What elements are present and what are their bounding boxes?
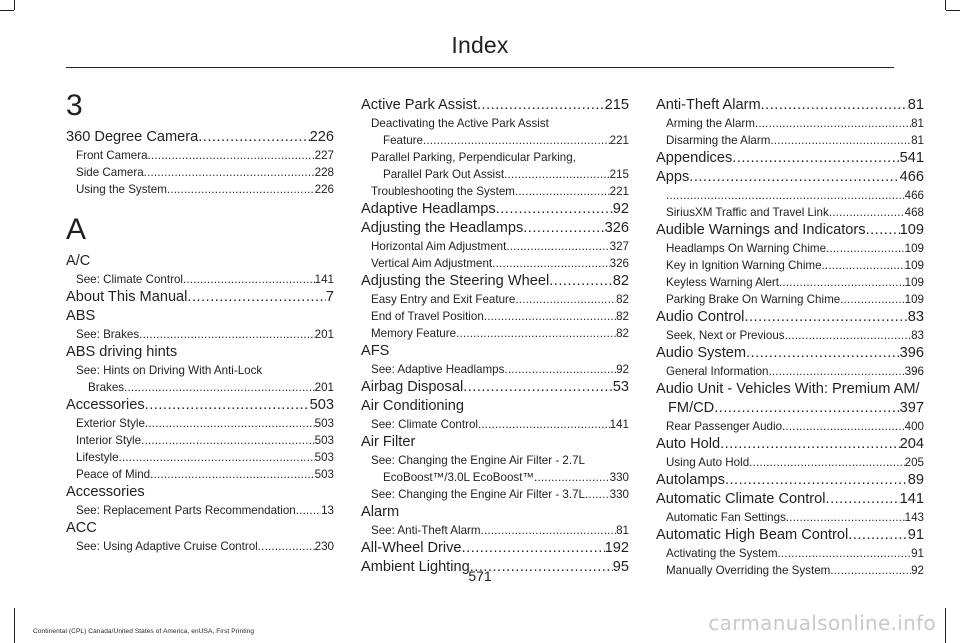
leader-dots <box>666 187 905 204</box>
subentry-label: Manually Overriding the System <box>666 564 831 577</box>
subentry-page: 143 <box>904 511 924 524</box>
subentry-page: 326 <box>609 257 629 270</box>
leader-dots <box>119 449 315 466</box>
crop-mark-top-right-v <box>945 0 946 10</box>
leader-dots <box>478 416 610 433</box>
leader-dots <box>183 271 315 288</box>
leader-dots <box>785 327 912 344</box>
index-subentry[interactable] <box>66 449 334 466</box>
entry-label: Active Park Assist <box>361 97 477 113</box>
subentry-page: 503 <box>314 451 334 464</box>
leader-dots <box>515 183 610 200</box>
leader-dots <box>124 379 315 396</box>
subentry-page: 215 <box>609 168 629 181</box>
subentry-label: Horizontal Aim Adjustment <box>371 240 507 253</box>
leader-dots <box>506 238 609 255</box>
subentry-page: 82 <box>616 327 629 340</box>
leader-dots <box>148 147 315 164</box>
index-subentry[interactable] <box>361 255 629 272</box>
section-letter-a: A <box>66 213 87 246</box>
index-entry[interactable] <box>656 168 924 187</box>
subentry-label: Parallel Park Out Assist <box>383 168 505 181</box>
entry-label: Auto Hold <box>656 436 721 452</box>
subentry-page: 226 <box>314 183 334 196</box>
entry-label: Audio Control <box>656 309 745 325</box>
index-subentry[interactable] <box>361 308 629 325</box>
entry-label: Audio System <box>656 345 747 361</box>
index-subentry[interactable] <box>656 327 924 344</box>
entry-label: About This Manual <box>66 289 188 305</box>
leader-dots <box>462 539 605 558</box>
entry-label: Adjusting the Headlamps <box>361 220 524 236</box>
leader-dots <box>585 486 610 503</box>
leader-dots <box>463 378 613 397</box>
index-subentry[interactable] <box>66 379 334 396</box>
index-entry[interactable] <box>361 219 629 238</box>
index-subentry[interactable] <box>66 538 334 555</box>
leader-dots <box>714 399 899 418</box>
index-subentry[interactable] <box>361 486 629 503</box>
subentry-label: Rear Passenger Audio <box>666 420 783 433</box>
index-entry[interactable] <box>361 200 629 219</box>
subentry-label: Peace of Mind <box>76 468 151 481</box>
index-subentry[interactable] <box>656 204 924 221</box>
leader-dots <box>866 221 900 240</box>
index-heading: ABS driving hints <box>66 344 178 360</box>
subentry-page: 92 <box>911 564 924 577</box>
index-subentry[interactable] <box>66 502 334 519</box>
subentry-page: 92 <box>616 363 629 376</box>
subentry-page: 400 <box>904 420 924 433</box>
entry-label: Automatic Climate Control <box>656 491 826 507</box>
index-heading: Air Filter <box>361 434 416 450</box>
subentry-label: Exterior Style <box>76 417 145 430</box>
index-subentry[interactable] <box>66 466 334 483</box>
index-entry[interactable] <box>656 308 924 327</box>
leader-dots <box>725 471 908 490</box>
entry-label: Autolamps <box>656 472 725 488</box>
leader-dots <box>549 272 613 291</box>
leader-dots <box>761 96 908 115</box>
entry-page: 141 <box>899 491 924 507</box>
entry-page: 7 <box>325 289 334 305</box>
index-entry[interactable] <box>66 396 334 415</box>
index-subentry[interactable] <box>361 238 629 255</box>
subentry-text: See: Hints on Driving With Anti-Lock <box>76 364 263 377</box>
index-entry[interactable] <box>656 96 924 115</box>
leader-dots <box>782 418 905 435</box>
entry-page: 81 <box>907 97 924 113</box>
index-subentry[interactable] <box>656 132 924 149</box>
index-entry[interactable] <box>361 539 629 558</box>
leader-dots <box>477 96 605 115</box>
leader-dots <box>258 538 315 555</box>
subentry-label: Feature <box>383 134 423 147</box>
section-letter-3: 3 <box>66 89 83 122</box>
subentry-label: Automatic Fan Settings <box>666 511 786 524</box>
subentry-page: 141 <box>609 418 629 431</box>
subentry-label: Parking Brake On Warning Chime <box>666 293 841 306</box>
crop-mark-bottom-left-v <box>14 608 15 643</box>
entry-page: 466 <box>899 169 924 185</box>
index-entry[interactable] <box>656 435 924 454</box>
leader-dots <box>423 132 610 149</box>
entry-page: 95 <box>612 559 629 575</box>
subentry-label: See: Climate Control <box>76 273 183 286</box>
index-subentry[interactable] <box>361 325 629 342</box>
subentry-page: 201 <box>314 328 334 341</box>
subentry-label: Brakes <box>88 381 125 394</box>
index-entry[interactable] <box>656 149 924 168</box>
crop-mark-top-left-h <box>0 10 14 11</box>
entry-page: 204 <box>899 436 924 452</box>
entry-label: Audible Warnings and Indicators <box>656 222 866 238</box>
subentry-label: Using Auto Hold <box>666 456 750 469</box>
index-subentry[interactable] <box>361 291 629 308</box>
index-subentry[interactable] <box>361 522 629 539</box>
subentry-label: See: Anti-Theft Alarm <box>371 524 481 537</box>
subentry-page: 503 <box>314 434 334 447</box>
index-subentry[interactable] <box>66 181 334 198</box>
leader-dots <box>504 361 616 378</box>
subentry-label: Using the System <box>76 183 167 196</box>
subentry-page: 81 <box>911 134 924 147</box>
index-subentry[interactable] <box>656 418 924 435</box>
index-entry[interactable] <box>66 128 334 147</box>
subentry-page: 468 <box>904 206 924 219</box>
subentry-label: Keyless Warning Alert <box>666 276 779 289</box>
leader-dots <box>144 164 315 181</box>
subentry-label: Vertical Aim Adjustment <box>371 257 493 270</box>
leader-dots <box>744 308 907 327</box>
leader-dots <box>167 181 315 198</box>
leader-dots <box>492 255 610 272</box>
page-number: 571 <box>468 568 492 584</box>
subentry-label: EcoBoost™/3.0L EcoBoost™ <box>383 471 535 484</box>
leader-dots <box>786 509 905 526</box>
leader-dots <box>732 149 899 168</box>
subentry-page: 81 <box>911 117 924 130</box>
subentry-label: Headlamps On Warning Chime <box>666 242 827 255</box>
subentry-page: 221 <box>609 134 629 147</box>
subentry-page: 230 <box>314 540 334 553</box>
subentry-page: 330 <box>609 471 629 484</box>
subentry-label: See: Replacement Parts Recommendation <box>76 504 296 517</box>
header-divider <box>66 67 894 68</box>
subentry-label: Lifestyle <box>76 451 119 464</box>
entry-page: 89 <box>907 472 924 488</box>
index-heading: ACC <box>66 520 97 536</box>
subentry-label: See: Brakes <box>76 328 140 341</box>
subentry-label: Easy Entry and Exit Feature <box>371 293 516 306</box>
leader-dots <box>720 435 900 454</box>
subentry-page: 205 <box>904 456 924 469</box>
leader-dots <box>822 257 905 274</box>
subentry-label: Disarming the Alarm <box>666 134 771 147</box>
leader-dots <box>484 308 616 325</box>
entry-page: 215 <box>604 97 629 113</box>
leader-dots <box>139 326 315 343</box>
subentry-page: 221 <box>609 185 629 198</box>
leader-dots <box>150 466 315 483</box>
index-heading: Accessories <box>66 484 145 500</box>
entry-page: 192 <box>604 540 629 556</box>
subentry-page: 228 <box>314 166 334 179</box>
index-subentry[interactable] <box>656 509 924 526</box>
entry-label: Ambient Lighting <box>361 559 470 575</box>
leader-dots <box>777 545 911 562</box>
crop-mark-top-right-h <box>946 10 960 11</box>
subentry-label: SiriusXM Traffic and Travel Link <box>666 206 829 219</box>
leader-dots <box>145 396 310 415</box>
index-heading: Audio Unit - Vehicles With: Premium AM/ <box>656 381 920 397</box>
index-entry[interactable] <box>66 288 334 307</box>
index-subentry[interactable] <box>656 274 924 291</box>
entry-page: 541 <box>899 150 924 166</box>
subentry-label: See: Using Adaptive Cruise Control <box>76 540 258 553</box>
index-entry[interactable] <box>361 272 629 291</box>
entry-page: 109 <box>899 222 924 238</box>
index-entry[interactable] <box>656 526 924 545</box>
index-column-3 <box>656 96 924 579</box>
leader-dots <box>515 291 616 308</box>
index-column-2 <box>361 96 629 577</box>
subentry-page: 82 <box>616 293 629 306</box>
index-subentry[interactable] <box>656 363 924 380</box>
index-entry[interactable] <box>361 96 629 115</box>
index-subentry[interactable] <box>66 432 334 449</box>
subentry-label: Activating the System <box>666 547 778 560</box>
subentry-label: Memory Feature <box>371 327 457 340</box>
leader-dots <box>746 344 900 363</box>
page-title: Index <box>451 32 509 58</box>
entry-label: FM/CD <box>668 400 715 416</box>
index-subentry[interactable] <box>656 240 924 257</box>
subentry-label: See: Adaptive Headlamps <box>371 363 505 376</box>
leader-dots <box>848 526 908 545</box>
leader-dots <box>496 200 613 219</box>
leader-dots <box>296 502 321 519</box>
entry-label: Adjusting the Steering Wheel <box>361 273 550 289</box>
subentry-page: 330 <box>609 488 629 501</box>
leader-dots <box>779 274 905 291</box>
index-entry[interactable] <box>656 399 924 418</box>
subentry-page: 503 <box>314 417 334 430</box>
leader-dots <box>523 219 604 238</box>
subentry-page: 503 <box>314 468 334 481</box>
subentry-page: 109 <box>904 242 924 255</box>
subentry-label: Front Camera <box>76 149 148 162</box>
leader-dots <box>504 166 610 183</box>
entry-label: Airbag Disposal <box>361 379 464 395</box>
entry-label: Adaptive Headlamps <box>361 201 496 217</box>
entry-page: 396 <box>899 345 924 361</box>
subentry-label: See: Changing the Engine Air Filter - 3.7L <box>371 488 585 501</box>
subentry-page: 396 <box>904 365 924 378</box>
index-subentry[interactable] <box>66 326 334 343</box>
leader-dots <box>829 204 905 221</box>
index-subentry[interactable] <box>656 291 924 308</box>
index-subentry[interactable] <box>656 545 924 562</box>
entry-label: Automatic High Beam Control <box>656 527 849 543</box>
subentry-page: 141 <box>314 273 334 286</box>
index-subentry[interactable] <box>361 416 629 433</box>
watermark: carmanualsonline.info <box>708 611 936 635</box>
leader-dots <box>826 240 905 257</box>
index-subentry[interactable] <box>66 164 334 181</box>
index-subentry[interactable] <box>361 361 629 378</box>
subentry-text: See: Changing the Engine Air Filter - 2.7L <box>371 454 585 467</box>
index-subentry[interactable] <box>656 454 924 471</box>
index-heading: ABS <box>66 308 96 324</box>
entry-page: 92 <box>612 201 629 217</box>
leader-dots <box>826 490 900 509</box>
crop-mark-top-left-v <box>14 0 15 10</box>
leader-dots <box>456 325 616 342</box>
subentry-label: Key in Ignition Warning Chime <box>666 259 822 272</box>
subentry-page: 201 <box>314 381 334 394</box>
entry-page: 91 <box>907 527 924 543</box>
leader-dots <box>198 128 309 147</box>
index-heading: Alarm <box>361 504 400 520</box>
entry-label: Apps <box>656 169 690 185</box>
subentry-page: 327 <box>609 240 629 253</box>
entry-page: 82 <box>612 273 629 289</box>
subentry-page: 83 <box>911 329 924 342</box>
subentry-label: Arming the Alarm <box>666 117 755 130</box>
leader-dots <box>187 288 325 307</box>
leader-dots <box>749 454 905 471</box>
index-entry[interactable] <box>656 344 924 363</box>
leader-dots <box>840 291 904 308</box>
index-heading: AFS <box>361 343 390 359</box>
subentry-page: 109 <box>904 293 924 306</box>
entry-label: Anti-Theft Alarm <box>656 97 761 113</box>
crop-mark-bottom-right-v <box>945 608 946 643</box>
subentry-label: Seek, Next or Previous <box>666 329 785 342</box>
entry-label: All-Wheel Drive <box>361 540 462 556</box>
subentry-page: 91 <box>911 547 924 560</box>
entry-page: 503 <box>309 397 334 413</box>
index-entry[interactable] <box>656 471 924 490</box>
leader-dots <box>755 115 911 132</box>
leader-dots <box>141 432 315 449</box>
index-subentry[interactable] <box>361 166 629 183</box>
leader-dots <box>145 415 315 432</box>
index-subentry[interactable] <box>66 415 334 432</box>
entry-page: 326 <box>604 220 629 236</box>
entry-label: Appendices <box>656 150 733 166</box>
index-subentry[interactable] <box>656 257 924 274</box>
index-column-1 <box>66 84 334 555</box>
index-subentry[interactable] <box>656 115 924 132</box>
index-subentry[interactable] <box>656 187 924 204</box>
subentry-text: Deactivating the Active Park Assist <box>371 117 549 130</box>
entry-label: 360 Degree Camera <box>66 129 199 145</box>
index-heading: Air Conditioning <box>361 398 465 414</box>
subentry-label: See: Climate Control <box>371 418 478 431</box>
subentry-label: End of Travel Position <box>371 310 484 323</box>
index-entry[interactable] <box>361 378 629 397</box>
index-entry[interactable] <box>656 221 924 240</box>
entry-page: 53 <box>612 379 629 395</box>
subentry-page: 13 <box>321 504 334 517</box>
subentry-text: Parallel Parking, Perpendicular Parking, <box>371 151 576 164</box>
index-entry[interactable] <box>656 490 924 509</box>
leader-dots <box>768 363 904 380</box>
subentry-page: 227 <box>314 149 334 162</box>
leader-dots <box>770 132 911 149</box>
index-subentry[interactable] <box>66 147 334 164</box>
subentry-label: Side Camera <box>76 166 144 179</box>
index-subentry[interactable] <box>361 183 629 200</box>
subentry-page: 81 <box>616 524 629 537</box>
subentry-label: Troubleshooting the System <box>371 185 515 198</box>
entry-label: Accessories <box>66 397 145 413</box>
footer-printing-note: Continental (CPL) Canada/United States of America, enUSA, First Printing <box>33 628 255 635</box>
index-subentry[interactable] <box>361 132 629 149</box>
subentry-label: General Information <box>666 365 769 378</box>
index-subentry[interactable] <box>66 271 334 288</box>
subentry-page: 109 <box>904 259 924 272</box>
subentry-label: Interior Style <box>76 434 142 447</box>
leader-dots <box>689 168 899 187</box>
index-subentry[interactable] <box>361 469 629 486</box>
leader-dots <box>481 522 617 539</box>
subentry-page: 82 <box>616 310 629 323</box>
leader-dots <box>534 469 610 486</box>
subentry-page: 109 <box>904 276 924 289</box>
subentry-page: 466 <box>904 189 924 202</box>
entry-page: 83 <box>907 309 924 325</box>
entry-page: 226 <box>309 129 334 145</box>
index-heading: A/C <box>66 253 91 269</box>
entry-page: 397 <box>899 400 924 416</box>
